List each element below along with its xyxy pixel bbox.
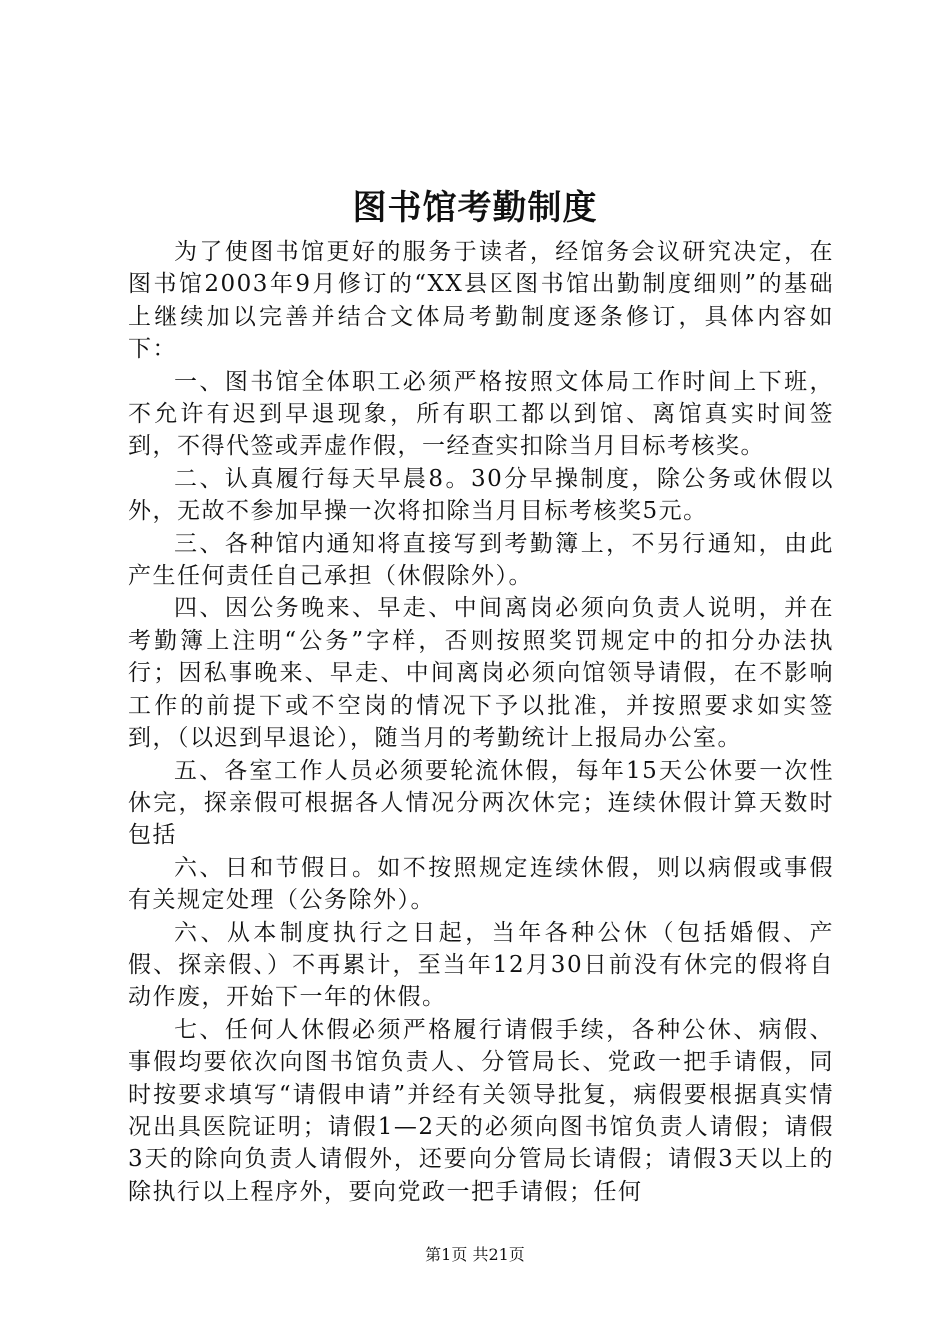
document-body <box>128 236 834 1208</box>
page-number-footer: 第1页 共21页 <box>425 1245 525 1264</box>
paragraph-rule-3: 三、各种馆内通知将直接写到考勤簿上，不另行通知，由此产生任何责任自己承担（休假除外）。 <box>128 530 834 590</box>
paragraph-rule-6b: 六、从本制度执行之日起，当年各种公休（包括婚假、产假、探亲假、）不再累计，至当年12月30日前没有休完的假将自动作废，开始下一年的休假。 <box>128 919 834 1011</box>
paragraph-intro: 为了使图书馆更好的服务于读者，经馆务会议研究决定，在图书馆2003年9月修订的“XX县区图书馆出勤制度细则”的基础上继续加以完善并结合文体局考勤制度逐条修订，具体内容如下： <box>128 239 834 363</box>
document-title: 图书馆考勤制度 <box>352 188 598 228</box>
paragraph-rule-2: 二、认真履行每天早晨8。30分早操制度，除公务或休假以外，无故不参加早操一次将扣除当月目标考核奖5元。 <box>128 465 834 525</box>
paragraph-rule-4: 四、因公务晚来、早走、中间离岗必须向负责人说明，并在考勤簿上注明“公务”字样，否则按照奖罚规定中的扣分办法执行；因私事晚来、早走、中间离岗必须向馆领导请假，在不影响工作的前提下或不空岗的情况下予以批准，并按照要求如实签到，（以迟到早退论），随当月的考勤统计上报局办公室。 <box>128 595 834 752</box>
paragraph-rule-1: 一、图书馆全体职工必须严格按照文体局工作时间上下班，不允许有迟到早退现象，所有职工都以到馆、离馆真实时间签到，不得代签或弄虚作假，一经查实扣除当月目标考核奖。 <box>128 368 834 460</box>
paragraph-rule-5: 五、各室工作人员必须要轮流休假，每年15天公休要一次性休完，探亲假可根据各人情况分两次休完；连续休假计算天数时包括 <box>128 757 834 849</box>
paragraph-rule-6a: 六、日和节假日。如不按照规定连续休假，则以病假或事假有关规定处理（公务除外）。 <box>128 854 834 914</box>
paragraph-rule-7: 七、任何人休假必须严格履行请假手续，各种公休、病假、事假均要依次向图书馆负责人、分管局长、党政一把手请假，同时按要求填写“请假申请”并经有关领导批复，病假要根据真实情况出具医院证明；请假1—2天的必须向图书馆负责人请假；请假3天的除向负责人请假外，还要向分管局长请假；请假3天以上的除执行以上程序外，要向党政一把手请假；任何 <box>128 1016 834 1205</box>
